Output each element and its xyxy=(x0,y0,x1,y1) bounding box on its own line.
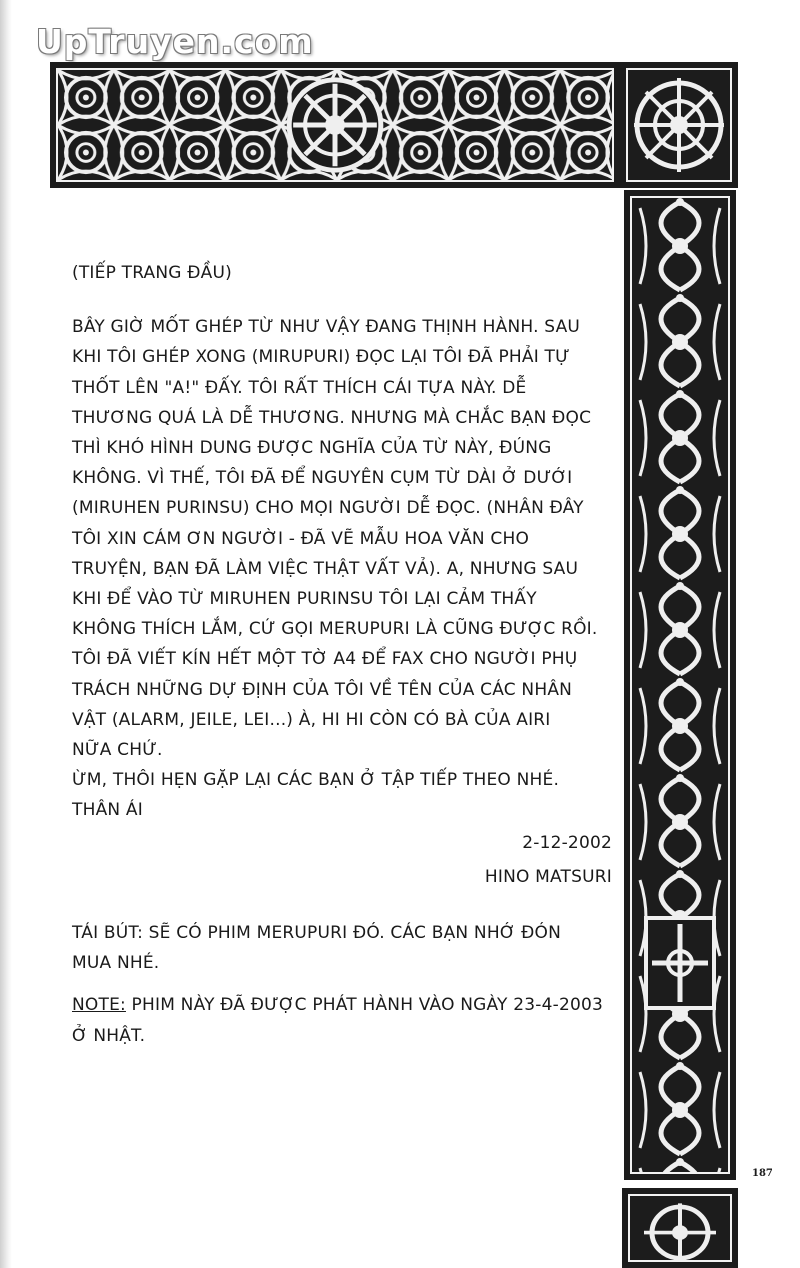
body-line: TRUYỆN, BẠN ĐÃ LÀM VIỆC THẬT VẤT VẢ). A, NHƯNG SAU xyxy=(72,558,579,579)
note-line xyxy=(72,990,612,1020)
postscript xyxy=(72,918,612,978)
note-text: PHIM NÀY ĐÃ ĐƯỢC PHÁT HÀNH VÀO NGÀY 23-4-2003 xyxy=(125,995,604,1016)
note-line: Ở NHẬT. xyxy=(72,1025,146,1046)
body-line: BÂY GIỜ MỐT GHÉP TỪ NHƯ VẬY ĐANG THỊNH HÀNH. SAU xyxy=(72,317,581,338)
page-number: 187 xyxy=(752,1168,773,1179)
note-label: NOTE: xyxy=(72,995,126,1016)
body-line: TÔI ĐÃ VIẾT KÍN HẾT MỘT TỜ A4 ĐỂ FAX CHO NGƯỜI PHỤ xyxy=(72,649,578,670)
postscript-line: TÁI BÚT: SẼ CÓ PHIM MERUPURI ĐÓ. CÁC BẠN NHỚ ĐÓN xyxy=(72,923,562,944)
author-signature: HINO MATSURI xyxy=(484,866,612,887)
body-line: TÔI XIN CÁM ƠN NGƯỜI - ĐÃ VẼ MẪU HOA VĂN CHO xyxy=(72,528,530,549)
ornamental-right-border xyxy=(624,190,736,1180)
postscript-line: MUA NHÉ. xyxy=(72,953,160,974)
body-line: THỐT LÊN "A!" ĐẤY. TÔI RẤT THÍCH CÁI TỰA NÀY. DỄ xyxy=(72,377,527,398)
note xyxy=(72,990,612,1050)
watermark-logo: UpTruyen.com xyxy=(36,22,314,61)
body-line: THƯƠNG QUÁ LÀ DỄ THƯƠNG. NHƯNG MÀ CHẮC BẠN ĐỌC xyxy=(72,407,592,428)
body-line: TRÁCH NHỮNG DỰ ĐỊNH CỦA TÔI VỀ TÊN CỦA CÁC NHÂN xyxy=(72,679,573,700)
ornamental-bottom-corner xyxy=(622,1188,738,1268)
date: 2-12-2002 xyxy=(522,832,612,853)
body-line: KHI TÔI GHÉP XONG (MIRUPURI) ĐỌC LẠI TÔI ĐÃ PHẢI TỰ xyxy=(72,347,570,368)
page-edge xyxy=(0,0,12,1268)
body-line: NỮA CHỨ. xyxy=(72,740,163,761)
body-line: KHÔNG THÍCH LẮM, CỨ GỌI MERUPURI LÀ CŨNG ĐƯỢC RỒI. xyxy=(72,619,598,640)
ornamental-top-border xyxy=(50,62,620,188)
body-line: ỪM, THÔI HẸN GẶP LẠI CÁC BẠN Ở TẬP TIẾP THEO NHÉ. xyxy=(72,770,560,791)
body-line: THÂN ÁI xyxy=(72,800,143,821)
body-line: (MIRUHEN PURINSU) CHO MỌI NGƯỜI DỄ ĐỌC. (NHÂN ĐÂY xyxy=(72,498,584,519)
ornament-pattern-right xyxy=(632,198,728,1172)
ornament-pattern-top xyxy=(58,70,612,180)
body-line: KHI ĐỂ VÀO TỪ MIRUHEN PURINSU TÔI LẠI CẢM THẤY xyxy=(72,589,537,610)
ornament-pattern-bottom xyxy=(630,1196,730,1260)
body-line: VẬT (ALARM, JEILE, LEI...) À, HI HI CÒN CÓ BÀ CỦA AIRI xyxy=(72,709,551,730)
body-paragraph xyxy=(72,312,612,825)
heading: (TIẾP TRANG ĐẦU) xyxy=(72,263,232,283)
afterword-text xyxy=(72,258,612,1051)
ornamental-corner xyxy=(620,62,738,188)
body-line: THÌ KHÓ HÌNH DUNG ĐƯỢC NGHĨA CỦA TỪ NÀY, ĐÚNG xyxy=(72,438,552,459)
body-line: KHÔNG. VÌ THẾ, TÔI ĐÃ ĐỂ NGUYÊN CỤM TỪ DÀI Ở DƯỚI xyxy=(72,468,573,489)
ornament-pattern-corner xyxy=(628,70,730,180)
